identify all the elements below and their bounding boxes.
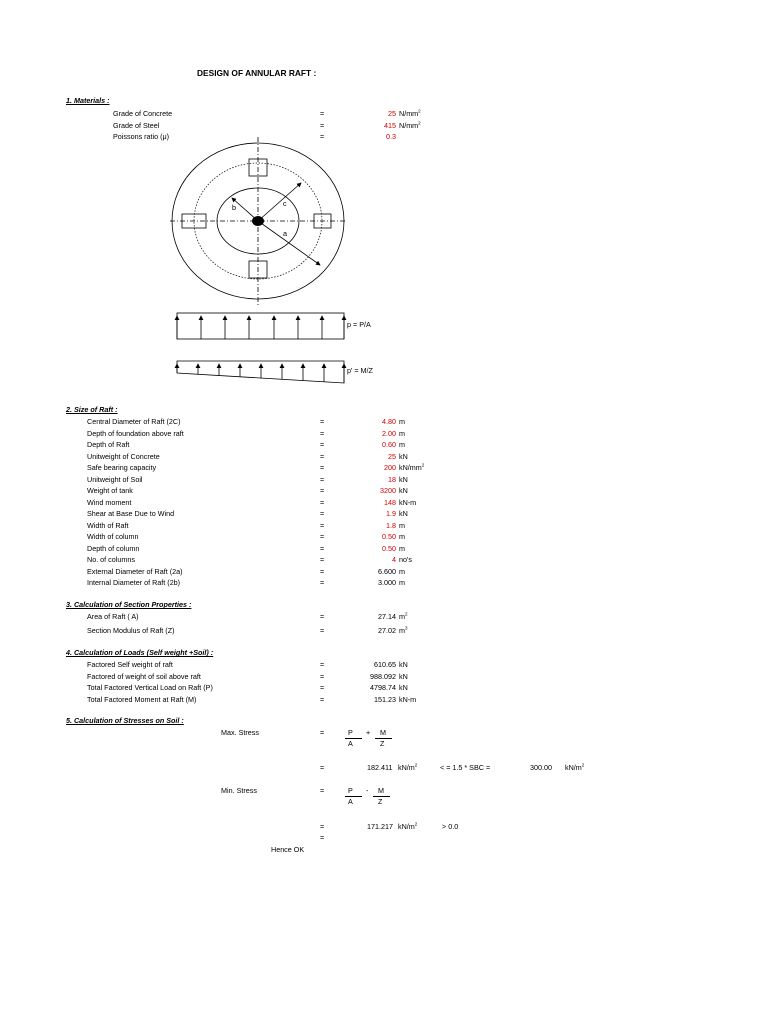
min-z: Z [378,797,383,806]
section-heading-loads: 4. Calculation of Loads (Self weight +Soil) : [66,648,214,657]
min-stress-unit: $kN/m^2$ [398,821,418,831]
row-value: 151.23 [374,694,396,704]
pressure-uniform-label: p = P/A [347,320,371,329]
max-stress-unit: $kN/m^2$ [398,762,418,772]
row-unit: kN-m [399,694,417,704]
row-label: Depth of Raft [87,440,130,449]
row-equals: = [320,132,325,141]
row-value: 3.000 [378,578,396,587]
row-unit: m [399,417,405,426]
min-stress-value: 171.217 [367,822,393,831]
row-label: External Diameter of Raft (2a) [87,566,183,576]
min-stress-label: Min. Stress [221,786,257,795]
row-equals: = [320,543,325,553]
row-label: Central Diameter of Raft (2C) [87,417,181,426]
row-unit: $m^2$ [399,611,408,621]
section-heading-stresses: 5. Calculation of Stresses on Soil : [66,716,184,725]
row-unit: m [399,428,405,438]
row-value: 25 [388,109,396,118]
max-stress-eq: = [320,728,325,737]
result-text: Hence OK [271,845,305,854]
row-equals: = [320,509,325,518]
max-limit-value: 300.00 [530,763,552,772]
label-a: a [283,229,287,238]
row-value: 3200 [380,486,396,495]
max-stress-value: 182.411 [367,763,393,772]
min-stress-eq: = [320,786,325,795]
row-value: 4798.74 [370,683,396,692]
row-unit: $m^3$ [399,625,408,635]
row-equals: = [320,417,325,426]
row-value: 25 [388,451,396,461]
section-heading-size: 2. Size of Raft : [66,405,118,414]
row-equals: = [320,671,325,681]
row-unit: m [399,520,405,530]
row-value: 4 [392,555,396,564]
row-equals: = [320,532,325,541]
row-unit: m [399,566,405,576]
row-label: Poissons ratio (μ) [113,132,170,141]
row-equals: = [320,440,325,449]
row-equals: = [320,566,325,576]
max-result-eq: = [320,763,325,772]
row-label: Total Factored Moment at Raft (M) [87,694,197,704]
row-label: Area of Raft ( A) [87,612,139,621]
row-unit: kN [399,683,408,692]
row-label: Unitweight of Concrete [87,451,160,461]
row-value: 18 [388,474,396,484]
row-value: 2.00 [382,428,396,438]
row-value: 610.65 [374,660,396,669]
row-label: Width of Raft [87,520,129,530]
row-value: 27.14 [378,612,396,621]
min-check-text: > 0.0 [442,822,459,831]
row-equals: = [320,486,325,495]
max-a: A [348,739,353,748]
pressure-moment-label: p' = M/Z [347,366,373,375]
section-heading-section-properties: 3. Calculation of Section Properties : [66,600,192,609]
min-p: P [348,786,353,795]
row-equals: = [320,463,325,472]
min-m: M [378,786,384,795]
annular-raft-diagram [0,0,768,400]
row-unit: kN [399,671,408,681]
row-unit: no's [399,555,412,564]
row-unit: kN [399,451,408,461]
row-label: Unitweight of Soil [87,474,143,484]
row-value: 1.9 [386,509,396,518]
row-value: 0.3 [386,132,396,141]
row-label: No. of columns [87,555,135,564]
row-unit: $N/mm^2$ [399,108,421,118]
row-equals: = [320,625,325,635]
row-value: 6.600 [378,566,396,576]
min-result-eq: = [320,822,325,831]
pressure-block-moment [177,361,344,383]
row-value: 0.50 [382,543,396,553]
row-unit: $N/mm^2$ [399,120,421,130]
row-unit: kN [399,509,408,518]
row-value: 0.50 [382,532,396,541]
pressure-block-uniform [177,313,344,339]
row-label: Grade of Steel [113,120,160,130]
row-equals: = [320,683,325,692]
max-check-text: < = 1.5 * SBC = [440,763,491,772]
row-value: 200 [384,463,396,472]
max-plus: + [366,728,371,737]
row-equals: = [320,520,325,530]
row-equals: = [320,555,325,564]
row-equals: = [320,578,325,587]
row-value: 1.8 [386,520,396,530]
row-unit: kN [399,660,408,669]
row-unit: m [399,440,405,449]
page-title: DESIGN OF ANNULAR RAFT : [197,68,317,78]
row-equals: = [320,694,325,704]
row-unit: kN [399,486,408,495]
row-label: Depth of column [87,543,140,553]
row-label: Safe bearing capacity [87,463,157,472]
row-equals: = [320,660,325,669]
row-label: Total Factored Vertical Load on Raft (P) [87,683,213,692]
row-unit: m [399,543,405,553]
min-minus: - [366,786,369,795]
row-equals: = [320,109,325,118]
row-label: Section Modulus of Raft (Z) [87,625,175,635]
row-unit: kN [399,474,408,484]
row-label: Internal Diameter of Raft (2b) [87,578,181,587]
row-value: 4.80 [382,417,396,426]
row-label: Factored Self weight of raft [87,660,173,669]
max-stress-label: Max. Stress [221,728,259,737]
row-value: 148 [384,497,396,507]
row-equals: = [320,497,325,507]
row-unit: $kN/mm^2$ [399,462,425,472]
max-m: M [380,728,386,737]
row-equals: = [320,474,325,484]
label-c: c [283,199,287,208]
row-equals: = [320,612,325,621]
row-value: 415 [384,120,396,130]
row-label: Weight of tank [87,486,133,495]
label-b: b [232,203,236,212]
row-equals: = [320,428,325,438]
max-p: P [348,728,353,737]
row-equals: = [320,120,325,130]
row-value: 27.02 [378,625,396,635]
row-label: Width of column [87,532,139,541]
row-label: Factored of weight of soil above raft [87,671,201,681]
row-label: Wind moment [87,497,132,507]
max-limit-unit: $kN/m^2$ [565,762,585,772]
max-z: Z [380,739,385,748]
row-equals: = [320,451,325,461]
extra-eq: = [320,833,325,842]
row-value: 988.092 [370,671,396,681]
section-heading-materials: 1. Materials : [66,96,110,105]
row-unit: m [399,578,405,587]
row-label: Grade of Concrete [113,109,173,118]
row-value: 0.60 [382,440,396,449]
min-a: A [348,797,353,806]
row-label: Shear at Base Due to Wind [87,509,175,518]
row-unit: m [399,532,405,541]
row-label: Depth of foundation above raft [87,428,184,438]
row-unit: kN-m [399,497,417,507]
